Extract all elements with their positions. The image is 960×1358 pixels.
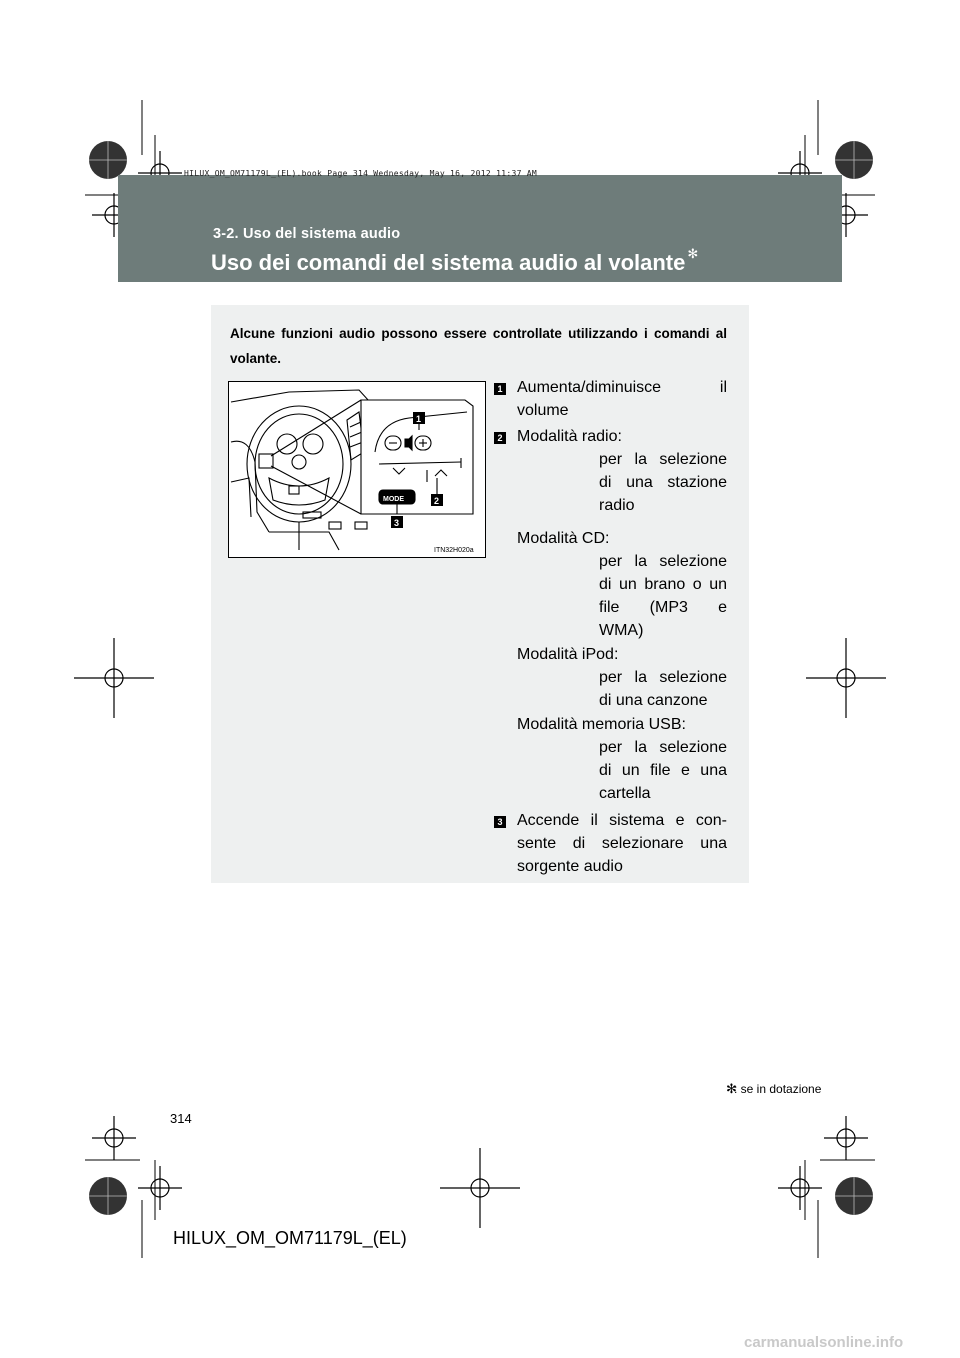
mode-usb-line-1: per la selezione [599, 739, 727, 756]
figure-code: ITN32H020a [434, 547, 474, 554]
mode-radio-line-2: di una stazione [599, 474, 727, 491]
item-1-line-1: Aumenta/diminuisce il [517, 379, 727, 396]
item-number-2: 2 [494, 432, 506, 444]
mode-ipod-line-1: per la selezione [599, 669, 727, 686]
document-code: HILUX_OM_OM71179L_(EL) [173, 1228, 407, 1248]
page-title-text: Uso dei comandi del sistema audio al volante [211, 250, 686, 275]
callout-3: 3 [394, 518, 400, 528]
mode-ipod-line-2: di una canzone [599, 692, 708, 709]
book-stamp: HILUX_OM_OM71179L_(EL).book Page 314 Wednesday, May 16, 2012 11:37 AM [184, 169, 538, 178]
mode-ipod-label: Modalità iPod: [517, 646, 619, 663]
intro-text: Alcune funzioni audio possono essere controllate utilizzando i comandi al volante. [230, 326, 727, 366]
mode-cd-line-3: file (MP3 e [599, 599, 727, 616]
item-number-1: 1 [494, 383, 506, 395]
mode-radio-line-3: radio [599, 497, 635, 514]
item-3-line-2: sente di selezionare una [517, 835, 727, 852]
mode-usb-label: Modalità memoria USB: [517, 716, 686, 733]
footnote [726, 1081, 822, 1096]
section-label: 3-2. Uso del sistema audio [213, 226, 401, 242]
mode-cd-label: Modalità CD: [517, 530, 610, 547]
item-number-3: 3 [494, 816, 506, 828]
watermark: carmanualsonline.info [744, 1334, 904, 1351]
callout-2: 2 [434, 496, 440, 506]
page-number: 314 [170, 1111, 192, 1126]
page-title [211, 246, 699, 276]
steering-wheel-illustration [228, 381, 486, 558]
steering-wheel-drawing [229, 382, 485, 557]
mode-cd-line-1: per la selezione [599, 553, 727, 570]
item-3-line-1: Accende il sistema e con- [517, 812, 727, 829]
footnote-mark: ✻ [726, 1081, 737, 1096]
mode-cd-line-4: WMA) [599, 622, 644, 639]
item-1-line-2: volume [517, 402, 569, 419]
mode-cd-line-2: di un brano o un [599, 576, 727, 593]
title-mark: ✻ [687, 246, 699, 261]
footnote-text: : se in dotazione [734, 1082, 822, 1096]
mode-radio-line-1: per la selezione [599, 451, 727, 468]
callout-1: 1 [416, 414, 422, 424]
mode-usb-line-2: di un file e una [599, 762, 727, 779]
mode-button-label: MODE [383, 496, 404, 503]
mode-usb-line-3: cartella [599, 785, 651, 802]
mode-radio-label: Modalità radio: [517, 428, 622, 445]
item-3-line-3: sorgente audio [517, 858, 623, 875]
